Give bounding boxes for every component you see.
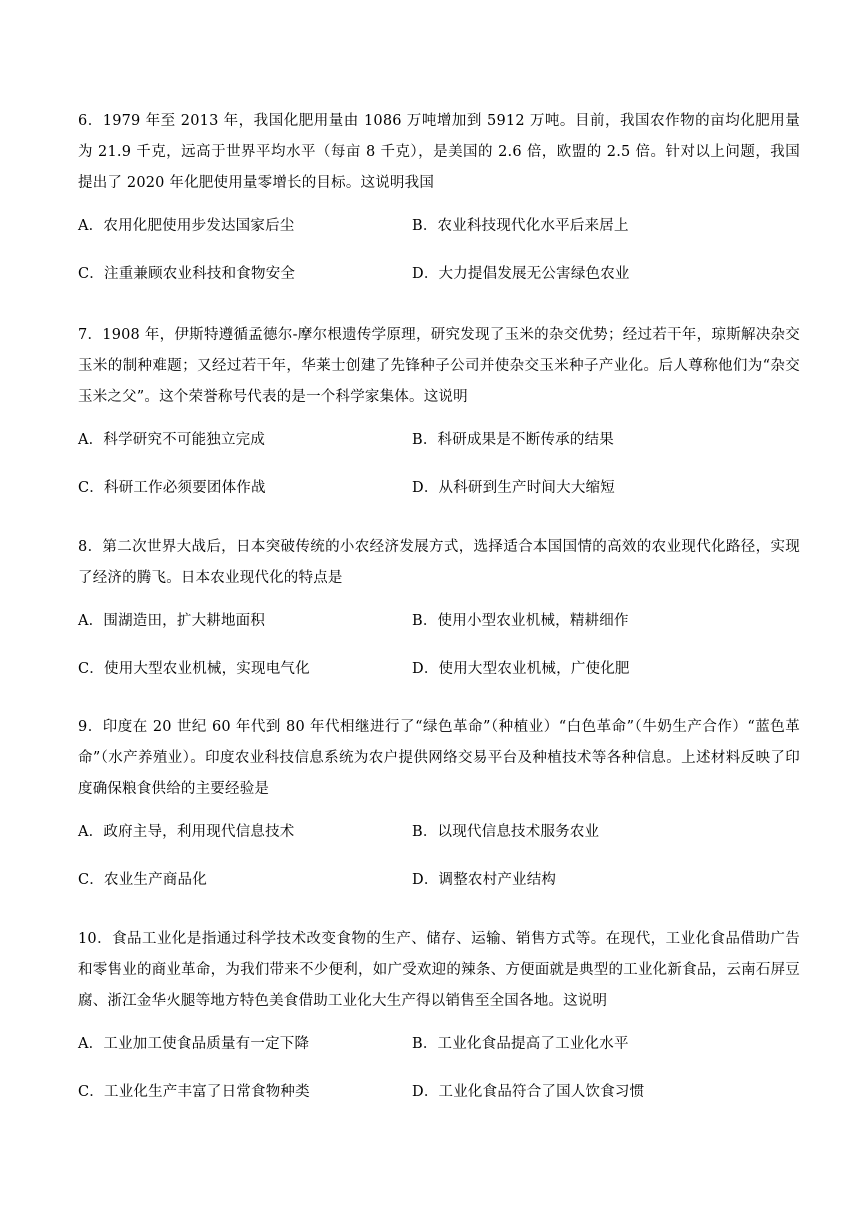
option-d[interactable]: D．从科研到生产时间大大缩短 xyxy=(412,480,615,496)
option-d[interactable]: D．大力提倡发展无公害绿色农业 xyxy=(412,266,630,282)
option-a[interactable]: A．农用化肥使用步发达国家后尘 xyxy=(78,218,295,234)
option-c[interactable]: C．使用大型农业机械，实现电气化 xyxy=(78,661,310,677)
option-d[interactable]: D．使用大型农业机械，广使化肥 xyxy=(412,661,630,677)
option-list xyxy=(78,430,800,510)
question-7 xyxy=(78,320,800,510)
question-9 xyxy=(78,712,800,902)
option-c[interactable]: C．注重兼顾农业科技和食物安全 xyxy=(78,266,296,282)
option-list xyxy=(78,216,800,296)
question-stem: 10．食品工业化是指通过科学技术改变食物的生产、储存、运输、销售方式等。在现代，工业化食品借助广告和零售业的商业革命，为我们带来不少便利，如广受欢迎的辣条、方便面就是典型的工业化新食品，云南石屏豆腐、浙江金华火腿等地方特色美食借助工业化大生产得以销售至全国各地。这说明 xyxy=(78,931,800,1009)
option-a[interactable]: A．政府主导，利用现代信息技术 xyxy=(78,824,295,840)
option-a[interactable]: A．工业加工使食品质量有一定下降 xyxy=(78,1036,310,1052)
question-8 xyxy=(78,532,800,691)
question-stem: 6．1979 年至 2013 年，我国化肥用量由 1086 万吨增加到 5912 万吨。目前，我国农作物的亩均化肥用量为 21.9 千克，远高于世界平均水平（每亩 8 千克），是美国的 2.6 倍，欧盟的 2.5 倍。针对以上问题，我国提出了 2020 年化肥使用量零增长的目标。这说明我国 xyxy=(78,113,800,191)
question-stem: 7．1908 年，伊斯特遵循孟德尔-摩尔根遗传学原理，研究发现了玉米的杂交优势；经过若干年，琼斯解决杂交玉米的制种难题；又经过若干年，华莱士创建了先锋种子公司并使杂交玉米种子产业化。后人尊称他们为“杂交玉米之父”。这个荣誉称号代表的是一个科学家集体。这说明 xyxy=(78,327,800,405)
question-stem: 8．第二次世界大战后，日本突破传统的小农经济发展方式，选择适合本国国情的高效的农业现代化路径，实现了经济的腾飞。日本农业现代化的特点是 xyxy=(78,539,800,586)
option-c[interactable]: C．农业生产商品化 xyxy=(78,872,207,888)
option-b[interactable]: B．科研成果是不断传承的结果 xyxy=(412,432,614,448)
option-d[interactable]: D．工业化食品符合了国人饮食习惯 xyxy=(412,1084,645,1100)
option-a[interactable]: A．科学研究不可能独立完成 xyxy=(78,432,266,448)
option-b[interactable]: B．工业化食品提高了工业化水平 xyxy=(412,1036,629,1052)
option-c[interactable]: C．工业化生产丰富了日常食物种类 xyxy=(78,1084,310,1100)
question-10 xyxy=(78,924,800,1114)
option-c[interactable]: C．科研工作必须要团体作战 xyxy=(78,480,266,496)
option-b[interactable]: B．农业科技现代化水平后来居上 xyxy=(412,218,629,234)
option-list xyxy=(78,1034,800,1114)
option-a[interactable]: A．围湖造田，扩大耕地面积 xyxy=(78,613,266,629)
option-list xyxy=(78,611,800,691)
option-b[interactable]: B．使用小型农业机械，精耕细作 xyxy=(412,613,629,629)
option-list xyxy=(78,822,800,902)
question-stem: 9．印度在 20 世纪 60 年代到 80 年代相继进行了“绿色革命”（种植业）“白色革命”（牛奶生产合作）“蓝色革命”（水产养殖业）。印度农业科技信息系统为农户提供网络交易平台及种植技术等各种信息。上述材料反映了印度确保粮食供给的主要经验是 xyxy=(78,719,800,797)
question-6 xyxy=(78,106,800,296)
option-b[interactable]: B．以现代信息技术服务农业 xyxy=(412,824,600,840)
option-d[interactable]: D．调整农村产业结构 xyxy=(412,872,557,888)
